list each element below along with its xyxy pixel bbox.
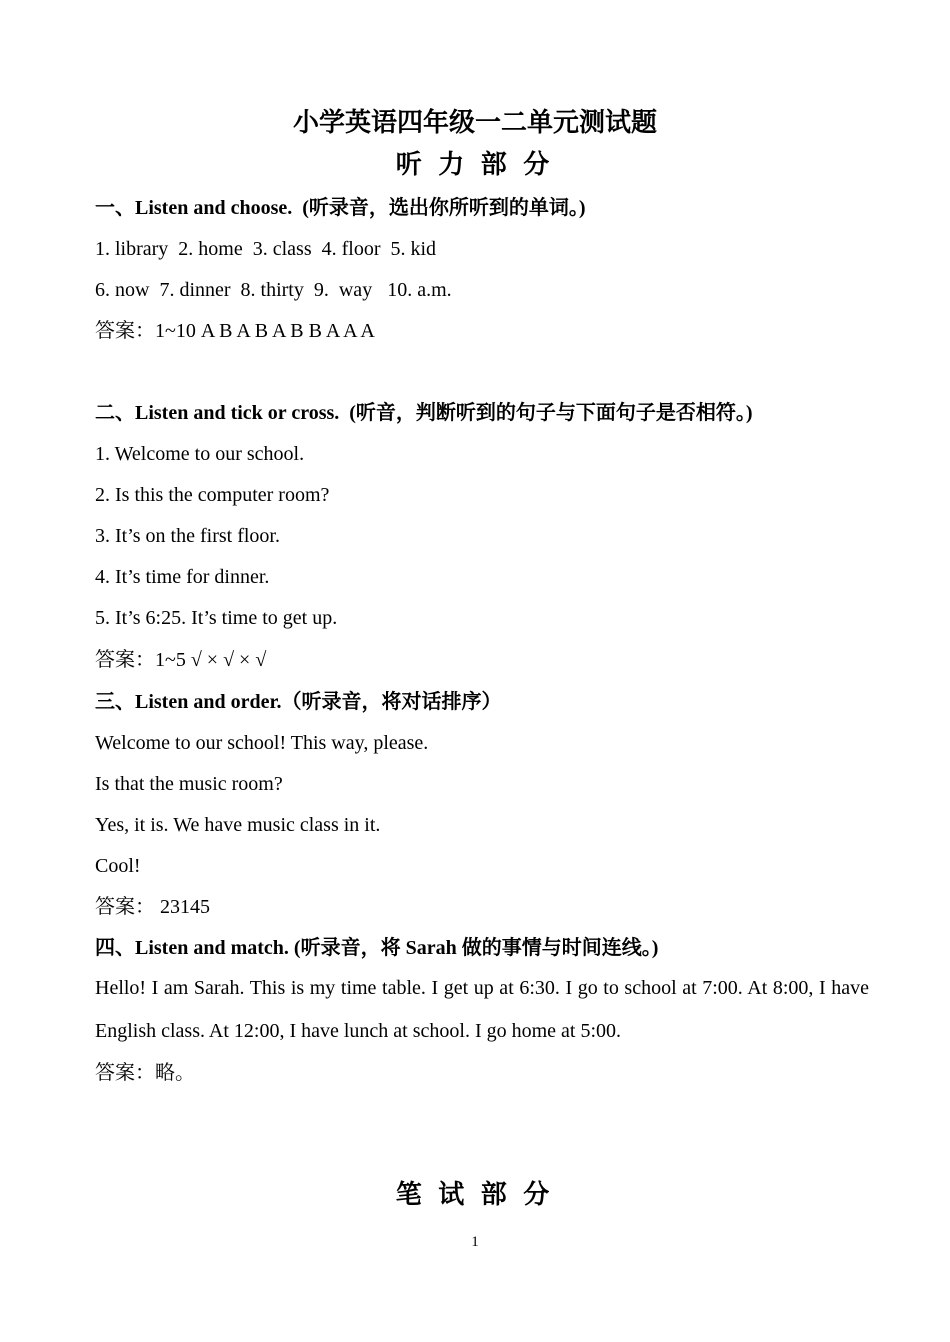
section2-line-4: 4. It’s time for dinner. [95,566,270,588]
section1-line-1: 1. library 2. home 3. class 4. floor 5. kid [95,238,437,260]
section3-answer: 答案： 23145 [95,896,210,918]
listening-section-title: 听 力 部 分 [395,150,555,179]
section2-line-5: 5. It’s 6:25. It’s time to get up. [95,607,338,629]
section2-line-1: 1. Welcome to our school. [95,443,305,465]
section1-line-2: 6. now 7. dinner 8. thirty 9. way 10. a.m. [95,279,452,301]
section4-answer: 答案：略。 [95,1062,195,1084]
section3-line-4: Cool! [95,855,141,877]
section2-line-3: 3. It’s on the first floor. [95,525,280,547]
page-title: 小学英语四年级一二单元测试题 [292,108,657,137]
section1-heading: 一、Listen and choose. (听录音，选出你所听到的单词。) [95,197,586,219]
section3-line-2: Is that the music room? [95,773,283,795]
page-number: 1 [471,1234,479,1250]
section4-paragraph: Hello! I am Sarah. This is my time table. I get up at 6:30. I go to school at 7:00. At 8:00, I have English class. At 12:00, I have lunch at school. I go home at 5:00. [95,977,869,1042]
section3-line-1: Welcome to our school! This way, please. [95,732,429,754]
section3-heading: 三、Listen and order.（听录音，将对话排序） [95,691,502,713]
section3-line-3: Yes, it is. We have music class in it. [95,814,381,836]
section2-line-2: 2. Is this the computer room? [95,484,330,506]
written-section-title: 笔 试 部 分 [395,1180,555,1209]
section1-answer: 答案：1~10 A B A B A B B A A A [95,320,375,342]
section2-heading: 二、Listen and tick or cross. (听音，判断听到的句子与下面句子是否相符。) [95,402,753,424]
section4-heading: 四、Listen and match. (听录音，将 Sarah 做的事情与时间连线。) [95,937,659,959]
section2-answer: 答案：1~5 √ × √ × √ [95,649,267,671]
